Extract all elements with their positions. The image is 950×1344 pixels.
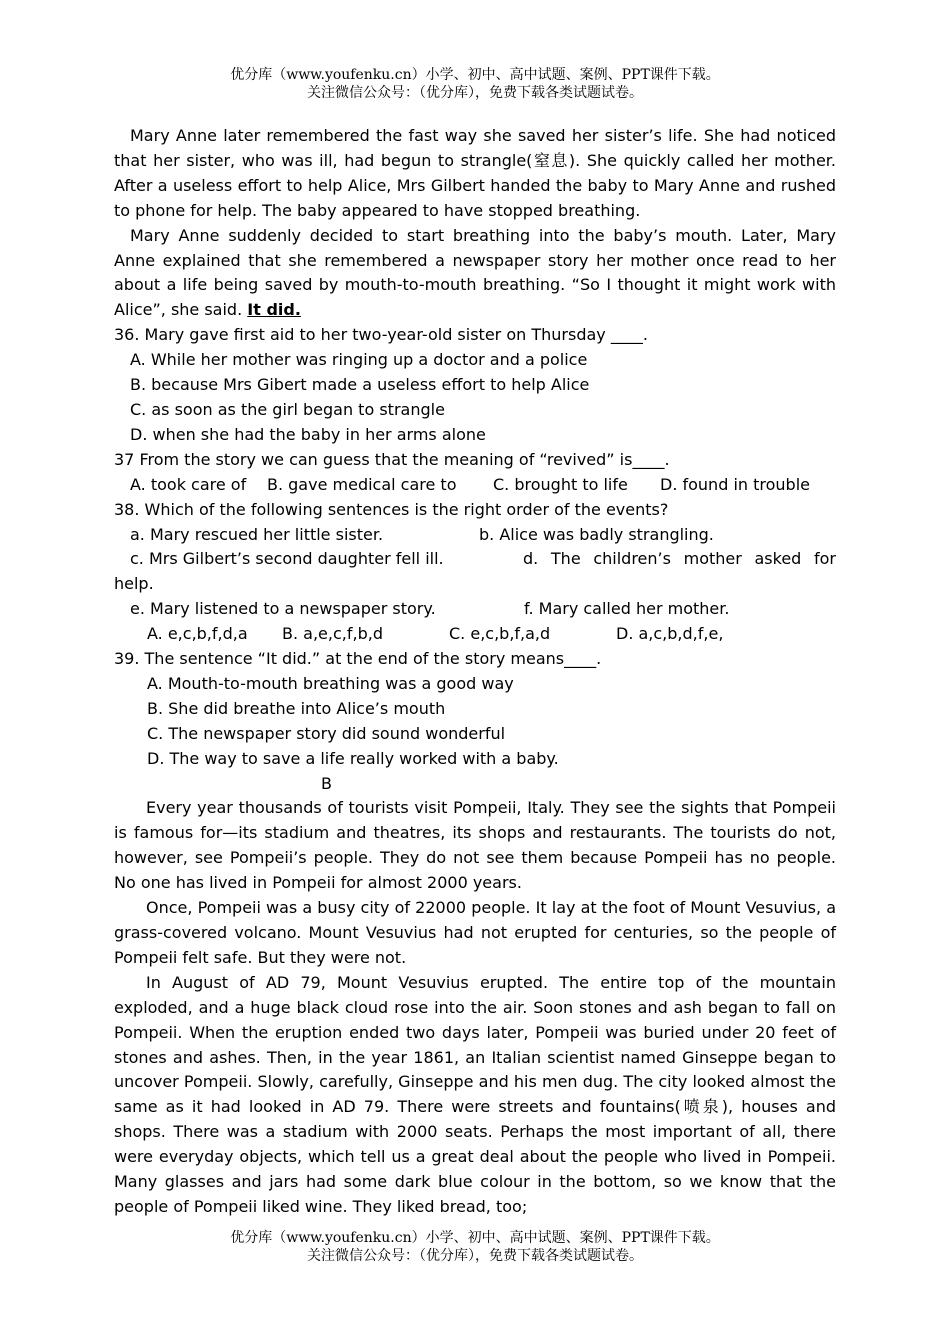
event-c: c. Mrs Gilbert’s second daughter fell ill. <box>130 549 444 569</box>
event-b: b. Alice was badly strangling. <box>479 524 714 544</box>
event-f: f. Mary called her mother. <box>524 599 730 619</box>
header-line-1: 优分库（www.youfenku.cn）小学、初中、高中试题、案例、PPT课件下载。 <box>230 67 720 83</box>
question-38-option-a: A. e,c,b,f,d,a <box>147 624 248 644</box>
emphasized-phrase: It did. <box>247 300 301 320</box>
question-38-option-d: D. a,c,b,d,f,e, <box>616 624 724 644</box>
page-header <box>0 66 950 102</box>
event-d-start: d. The children’s mother asked for <box>523 549 836 569</box>
document-body <box>114 124 836 1220</box>
question-36-option-d: D. when she had the baby in her arms alone <box>130 424 486 444</box>
question-36-stem: 36. Mary gave first aid to her two-year-old sister on Thursday ____. <box>114 325 648 345</box>
question-36-option-c: C. as soon as the girl began to strangle <box>130 399 445 419</box>
question-37-option-b: B. gave medical care to <box>267 474 457 494</box>
page-footer <box>0 1229 950 1265</box>
event-e: e. Mary listened to a newspaper story. <box>130 599 436 619</box>
question-37-option-a: A. took care of <box>130 474 247 494</box>
question-39-option-c: C. The newspaper story did sound wonderful <box>147 723 506 743</box>
footer-line-1: 优分库（www.youfenku.cn）小学、初中、高中试题、案例、PPT课件下载。 <box>230 1230 720 1246</box>
question-38-events-row-2 <box>114 547 836 572</box>
question-37-options <box>114 473 836 498</box>
passage-b-paragraph-1: Every year thousands of tourists visit Pompeii, Italy. They see the sights that Pompeii is famous for—its stadium and theatres, its shops and restaurants. The tourists do not, however, see Pompeii’s people. They do not see them because Pompeii has no people. No one has lived in Pompeii for almost 2000 years. <box>114 798 836 893</box>
question-36-option-a: A. While her mother was ringing up a doctor and a police <box>130 350 588 370</box>
header-line-2: 关注微信公众号：（优分库），免费下载各类试题试卷。 <box>307 85 643 101</box>
question-38-option-b: B. a,e,c,f,b,d <box>282 624 383 644</box>
question-39-option-b: B. She did breathe into Alice’s mouth <box>147 698 446 718</box>
event-d-wrap: help. <box>114 574 154 594</box>
question-38-option-c: C. e,c,b,f,a,d <box>449 624 551 644</box>
passage-b-paragraph-2: Once, Pompeii was a busy city of 22000 people. It lay at the foot of Mount Vesuvius, a grass-covered volcano. Mount Vesuvius had not erupted for centuries, so the people of Pompeii felt safe. But they were not. <box>114 898 836 967</box>
question-38-options <box>114 622 836 647</box>
question-36-option-b: B. because Mrs Gibert made a useless effort to help Alice <box>130 375 590 395</box>
question-38-events-row-3 <box>114 597 836 622</box>
passage-a-paragraph-2 <box>114 224 836 324</box>
question-39-stem: 39. The sentence “It did.” at the end of the story means____. <box>114 649 602 669</box>
passage-a-paragraph-2-text: Mary Anne suddenly decided to start breathing into the baby’s mouth. Later, Mary Anne explained that she remembered a newspaper story her mother once read to her about a life being saved by mouth-to-mouth breathing. “So I thought it might work with Alice”, she said. <box>114 225 836 320</box>
question-37-option-d: D. found in trouble <box>660 474 810 494</box>
question-39-option-d: D. The way to save a life really worked with a baby. <box>147 748 559 768</box>
footer-line-2: 关注微信公众号：（优分库），免费下载各类试题试卷。 <box>307 1248 643 1264</box>
question-39-option-a: A. Mouth-to-mouth breathing was a good way <box>147 673 514 693</box>
passage-b-label: B <box>321 773 332 793</box>
question-37-stem: 37 From the story we can guess that the meaning of “revived” is____. <box>114 449 670 469</box>
question-38-stem: 38. Which of the following sentences is the right order of the events? <box>114 499 669 519</box>
passage-a-paragraph-1: Mary Anne later remembered the fast way she saved her sister’s life. She had noticed that her sister, who was ill, had begun to strangle(窒息). She quickly called her mother. After a useless effort to help Alice, Mrs Gilbert handed the baby to Mary Anne and rushed to phone for help. The baby appeared to have stopped breathing. <box>114 126 836 220</box>
event-a: a. Mary rescued her little sister. <box>130 524 384 544</box>
question-37-option-c: C. brought to life <box>493 474 628 494</box>
passage-b-paragraph-3: In August of AD 79, Mount Vesuvius erupted. The entire top of the mountain exploded, and a huge black cloud rose into the air. Soon stones and ash began to fall on Pompeii. When the eruption ended two days later, Pompeii was buried under 20 feet of stones and ashes. Then, in the year 1861, an Italian scientist named Ginseppe began to uncover Pompeii. Slowly, carefully, Ginseppe and his men dug. The city looked almost the same as it had looked in AD 79. There were streets and fountains(喷泉), houses and shops. There was a stadium with 2000 seats. Perhaps the most important of all, there were everyday objects, which tell us a great deal about the people who lived in Pompeii. Many glasses and jars had some dark blue colour in the bottom, so we know that the people of Pompeii liked wine. They liked bread, too; <box>114 972 836 1216</box>
question-38-events-row-1 <box>114 523 836 548</box>
